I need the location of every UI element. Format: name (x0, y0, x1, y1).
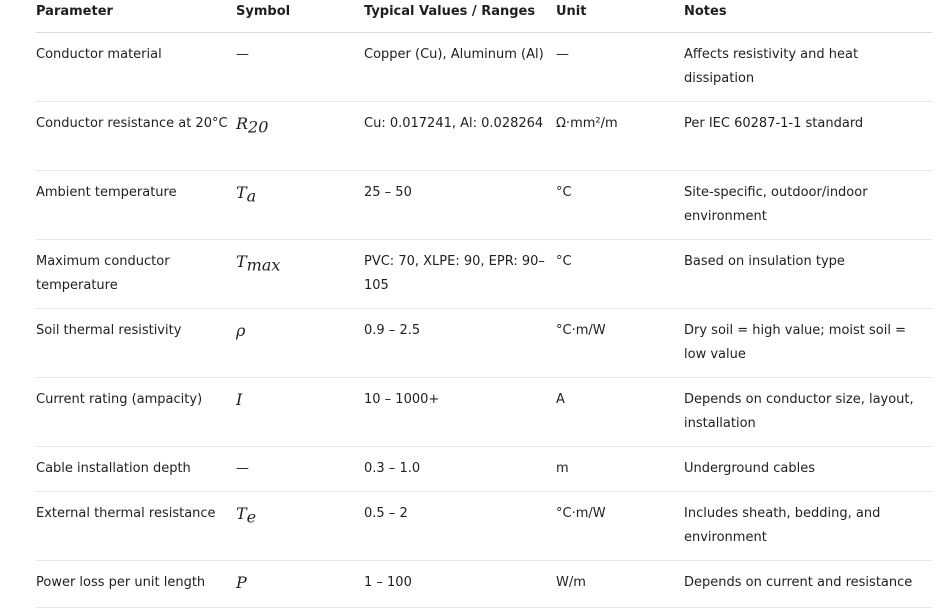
symbol-base: R (236, 114, 249, 133)
cell-notes: Per IEC 60287-1-1 standard (684, 102, 932, 171)
cell-parameter: Ambient temperature (36, 171, 236, 240)
cell-notes: Underground cables (684, 447, 932, 492)
cell-values: 0.3 – 1.0 (364, 447, 556, 492)
symbol-sub: max (246, 255, 281, 275)
cell-unit: — (556, 33, 684, 102)
cell-values: PVC: 70, XLPE: 90, EPR: 90–105 (364, 240, 556, 309)
cell-parameter: External thermal resistance (36, 492, 236, 561)
cell-unit: W/m (556, 561, 684, 608)
table-row (36, 102, 932, 171)
cell-symbol (236, 561, 364, 608)
cell-parameter: Power loss per unit length (36, 561, 236, 608)
symbol-base: T (236, 183, 247, 202)
cell-unit: m (556, 447, 684, 492)
header-symbol: Symbol (236, 0, 364, 33)
cell-notes: Based on insulation type (684, 240, 932, 309)
header-values: Typical Values / Ranges (364, 0, 556, 33)
cell-parameter: Conductor resistance at 20°C (36, 102, 236, 171)
symbol-base: T (236, 504, 247, 523)
table-body (36, 33, 932, 608)
table-row (36, 447, 932, 492)
cell-notes: Affects resistivity and heat dissipation (684, 33, 932, 102)
cell-notes: Depends on current and resistance (684, 561, 932, 608)
symbol-sub: 20 (248, 117, 269, 137)
cell-unit: °C·m/W (556, 492, 684, 561)
cell-symbol (236, 447, 364, 492)
cell-parameter: Current rating (ampacity) (36, 378, 236, 447)
table-row (36, 561, 932, 608)
symbol-sub: a (246, 186, 257, 206)
parameter-table (36, 0, 932, 608)
cell-symbol (236, 102, 364, 171)
header-unit: Unit (556, 0, 684, 33)
cell-values: 1 – 100 (364, 561, 556, 608)
cell-notes: Includes sheath, bedding, and environment (684, 492, 932, 561)
symbol-base: ρ (236, 321, 246, 340)
cell-parameter: Maximum conductor temperature (36, 240, 236, 309)
table-row (36, 33, 932, 102)
cell-notes: Site-specific, outdoor/indoor environment (684, 171, 932, 240)
cell-values: Copper (Cu), Aluminum (Al) (364, 33, 556, 102)
header-parameter: Parameter (36, 0, 236, 33)
cell-values: Cu: 0.017241, Al: 0.028264 (364, 102, 556, 171)
table-row (36, 378, 932, 447)
symbol-base: — (236, 461, 249, 476)
cell-symbol (236, 171, 364, 240)
table-row (36, 240, 932, 309)
cell-unit: A (556, 378, 684, 447)
symbol-base: I (236, 390, 243, 409)
header-row (36, 0, 932, 33)
table-row (36, 309, 932, 378)
symbol-base: — (236, 47, 249, 62)
cell-notes: Depends on conductor size, layout, installation (684, 378, 932, 447)
table-row (36, 492, 932, 561)
symbol-base: P (236, 573, 247, 592)
symbol-sub: e (246, 507, 257, 527)
cell-unit: °C (556, 171, 684, 240)
cell-unit: °C (556, 240, 684, 309)
cell-values: 0.5 – 2 (364, 492, 556, 561)
table-row (36, 171, 932, 240)
symbol-base: T (236, 252, 247, 271)
cell-values: 25 – 50 (364, 171, 556, 240)
cell-parameter: Soil thermal resistivity (36, 309, 236, 378)
table-header (36, 0, 932, 33)
cell-symbol (236, 240, 364, 309)
cell-symbol (236, 309, 364, 378)
cell-notes: Dry soil = high value; moist soil = low value (684, 309, 932, 378)
cell-parameter: Conductor material (36, 33, 236, 102)
cell-unit: °C·m/W (556, 309, 684, 378)
header-notes: Notes (684, 0, 932, 33)
cell-values: 0.9 – 2.5 (364, 309, 556, 378)
cell-unit: Ω·mm²/m (556, 102, 684, 171)
cell-symbol (236, 492, 364, 561)
cell-symbol (236, 33, 364, 102)
cell-symbol (236, 378, 364, 447)
cell-parameter: Cable installation depth (36, 447, 236, 492)
cell-values: 10 – 1000+ (364, 378, 556, 447)
